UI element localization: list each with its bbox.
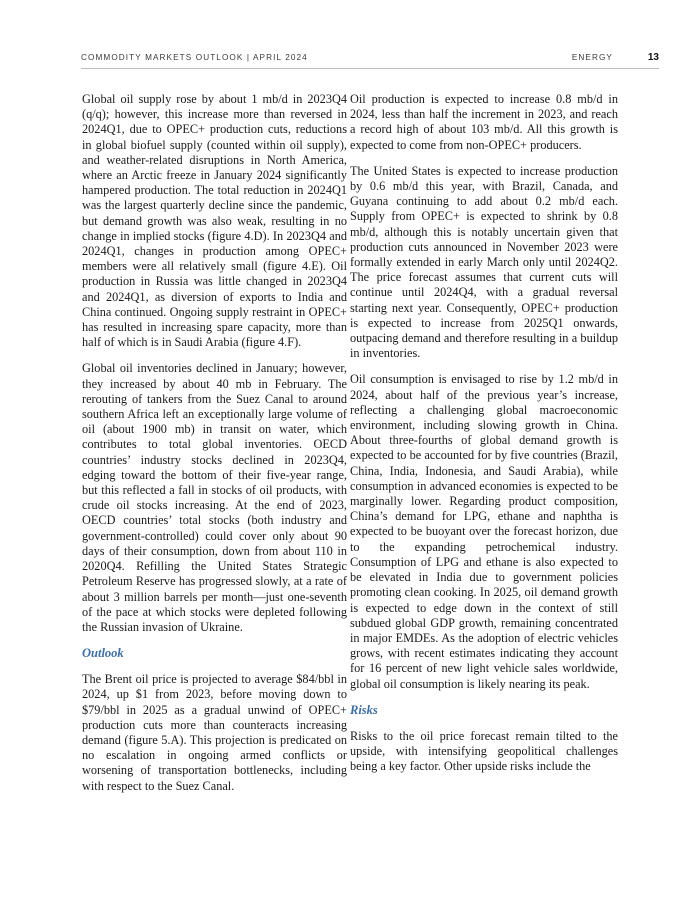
paragraph-us-production: The United States is expected to increase production by 0.6 mb/d this year, with Brazil, Canada, and Guyana continuing to add about 0.2 mb/d each. Supply from OPEC+ is expected to shrink by 0.8 mb/d, although this is notably uncertain given that production cuts announced in November 2023 were formally extended in early March only until 2024Q2. The price forecast assumes that current cuts will continue until 2024Q4, with a gradual reversal starting next year. Consequently, OPEC+ production is expected to increase from 2025Q1 onwards, outpacing demand and therefore resulting in a buildup in inventories.	[350, 163, 618, 361]
heading-outlook: Outlook	[82, 646, 124, 661]
paragraph-oil-supply: Global oil supply rose by about 1 mb/d in 2023Q4 (q/q); however, this increase more than reversed in 2024Q1, due to OPEC+ production cuts, reductions in global biofuel supply (counted within oil supply), and weather-related disruptions in North America, where an Arctic freeze in January 2024 significantly hampered production. The total reduction in 2024Q1 was the largest quarterly decline since the pandemic, but demand growth was also weak, resulting in no change in implied stocks (figure 4.D). In 2023Q4 and 2024Q1, changes in production among OPEC+ members were all relatively small (figure 4.E). Oil production in Russia was little changed in 2023Q4 and 2024Q1, as diversion of exports to India and China continued. Ongoing supply restraint in OPEC+ has resulted in increasing spare capacity, more than half of which is in Saudi Arabia (figure 4.F).	[82, 92, 347, 350]
paragraph-brent-price: The Brent oil price is projected to average $84/bbl in 2024, up $1 from 2023, before moving down to $79/bbl in 2025 as a gradual unwind of OPEC+ production cuts more than counteracts increasing demand (figure 5.A). This projection is predicated on no escalation in ongoing armed conflicts or worsening of transportation bottlenecks, including with respect to the Suez Canal.	[82, 672, 347, 793]
paragraph-inventories: Global oil inventories declined in January; however, they increased by about 40 mb in February. The rerouting of tankers from the Suez Canal to around southern Africa left an exceptionally large volume of oil (about 1900 mb) in transit on water, which contributes to total global inventories. OECD countries’ industry stocks declined in 2023Q4, edging toward the bottom of their five-year range, but this reflected a fall in stocks of oil products, with crude oil stocks increasing. At the end of 2023, OECD countries’ total stocks (both industry and government-controlled) could cover only about 90 days of their consumption, down from about 110 in 2020Q4. Refilling the United States Strategic Petroleum Reserve has progressed slowly, at a rate of about 3 million barrels per month—just one-seventh of the pace at which stocks were depleted following the Russian invasion of Ukraine.	[82, 361, 347, 634]
header-divider	[81, 68, 659, 69]
paragraph-oil-production: Oil production is expected to increase 0.8 mb/d in 2024, less than half the increment in 2023, and reach a record high of about 103 mb/d. All this growth is expected to come from non-OPEC+ producers.	[350, 92, 618, 152]
heading-risks: Risks	[350, 702, 378, 717]
section-name: ENERGY	[571, 53, 613, 62]
paragraph-oil-consumption: Oil consumption is envisaged to rise by 1.2 mb/d in 2024, about half of the previous year’s increase, reflecting a challenging global macroeconomic environment, including slowing growth in China. About three-fourths of global demand growth is expected to be accounted for by five countries (Brazil, China, India, Indonesia, and Saudi Arabia), while consumption in advanced economies is expected to be marginally lower. Regarding product composition, China’s demand for LPG, ethane and naphtha is expected to be buoyant over the forecast horizon, due to the expanding petrochemical industry. Consumption of LPG and ethane is also expected to be elevated in India due to government policies promoting clean cooking. In 2025, oil demand growth is expected to edge down in the context of still subdued global GDP growth, remaining concentrated in major EMDEs. As the adoption of electric vehicles grows, with recent estimates indicating they account for 16 percent of new light vehicle sales worldwide, global oil consumption is likely nearing its peak.	[350, 372, 618, 691]
publication-title: COMMODITY MARKETS OUTLOOK | APRIL 2024	[81, 53, 308, 62]
running-header	[81, 48, 659, 68]
left-column	[82, 92, 347, 805]
page-number: 13	[647, 52, 659, 63]
paragraph-risks: Risks to the oil price forecast remain tilted to the upside, with intensifying geopolitical challenges being a key factor. Other upside risks include the	[350, 728, 618, 774]
right-column	[350, 92, 618, 785]
